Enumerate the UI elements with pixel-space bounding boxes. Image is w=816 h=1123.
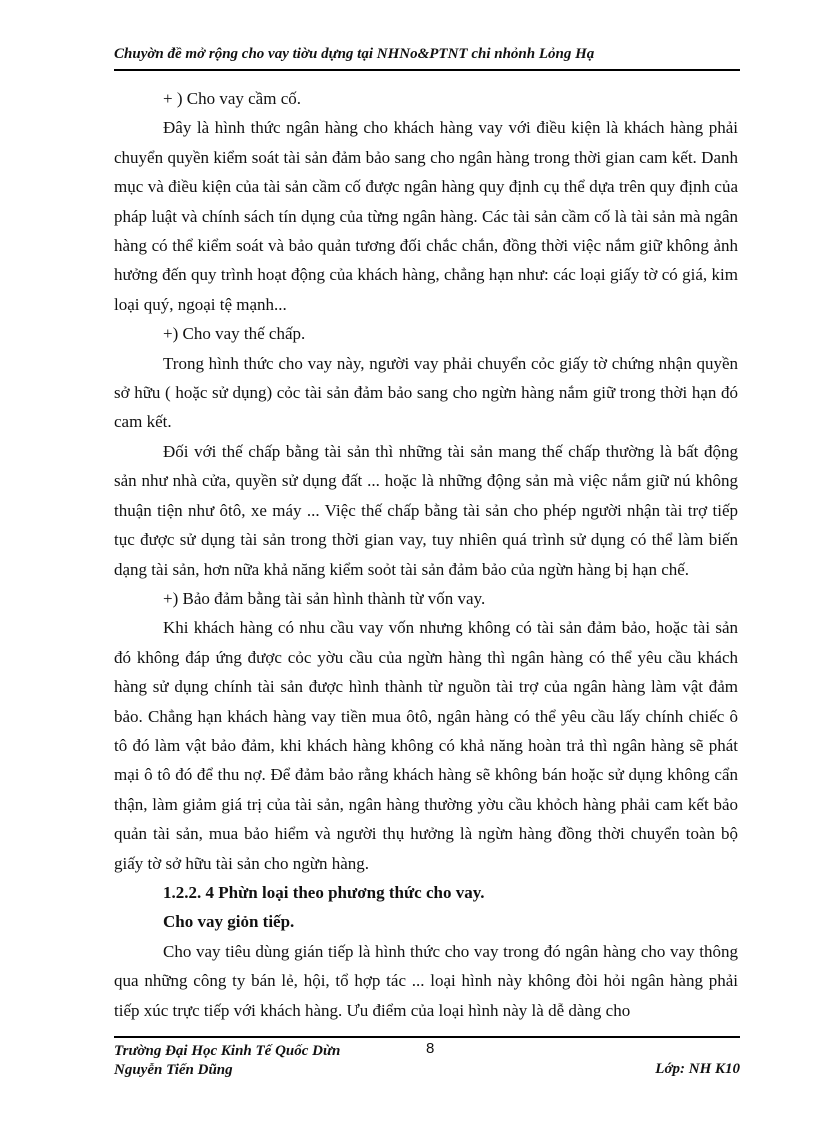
paragraph-pledge-definition: Đây là hình thức ngân hàng cho khách hàng vay với điều kiện là khách hàng phải chuyển quyền kiểm soát tài sản đảm bảo sang cho ngân hàng trong thời gian cam kết. Danh mục và điều kiện của tài sản cầm cố được ngân hàng quy định cụ thể dựa trên quy định của pháp luật và chính sách tín dụng của từng ngân hàng. Các tài sản cầm cố là tài sản mà ngân hàng có thể kiểm soát và bảo quản tương đối chắc chắn, đồng thời việc nắm giữ không ảnh hưởng đến quy trình hoạt động của khách hàng, chẳng hạn như: các loại giấy tờ có giá, kim loại quý, ngoại tệ mạnh...	[114, 118, 738, 314]
header-divider	[114, 69, 740, 71]
paragraph-loan-asset-description: Khi khách hàng có nhu cầu vay vốn nhưng không có tài sản đảm bảo, hoặc tài sản đó không đáp ứng được cỏc yờu cầu của ngừn hàng thì ngân hàng có thể yêu cầu khách hàng sử dụng chính tài sản được hình thành từ nguồn tài trợ của ngân hàng làm vật đảm bảo. Chẳng hạn khách hàng vay tiền mua ôtô, ngân hàng có thể yêu cầu lấy chính chiếc ô tô đó làm vật bảo đảm, khi khách hàng không có khả năng hoàn trả thì ngân hàng sẽ phát mại ô tô đó để thu nợ. Để đảm bảo rằng khách hàng sẽ không bán hoặc sử dụng không cẩn thận, làm giảm giá trị của tài sản, ngân hàng thường yờu cầu khỏch hàng phải cam kết bảo quản tài sản, mua bảo hiểm và người thụ hưởng là ngừn hàng đồng thời chuyển toàn bộ giấy tờ sở hữu tài sản cho ngừn hàng.	[114, 618, 738, 873]
page-number: 8	[426, 1040, 435, 1057]
paragraph-loan-asset-heading: +) Bảo đảm bằng tài sản hình thành từ vốn vay.	[163, 588, 486, 608]
document-body	[114, 84, 738, 1025]
paragraph-pledge-heading: + ) Cho vay cầm cố.	[163, 89, 301, 108]
paragraph-mortgage-definition: Trong hình thức cho vay này, người vay phải chuyển cỏc giấy tờ chứng nhận quyền sở hữu ( hoặc sử dụng) cỏc tài sản đảm bảo sang cho ngừn hàng nắm giữ trong thời hạn đó cam kết.	[114, 353, 738, 432]
page-header-title: Chuyờn đề mở rộng cho vay tiờu dựng tại NHNo&PTNT chi nhỏnh Lỏng Hạ	[114, 46, 595, 62]
footer-left	[114, 1042, 340, 1080]
paragraph-mortgage-assets: Đối với thế chấp bằng tài sản thì những tài sản mang thế chấp thường là bất động sản như nhà cửa, quyền sử dụng đất ... hoặc là những động sản mà việc nắm giữ nú không thuận tiện như ôtô, xe máy ... Việc thế chấp bằng tài sản cho phép người nhận tài trợ tiếp tục được sử dụng tài sản trong thời gian vay, tuy nhiên quá trình sử dụng có thể làm biến dạng tài sản, hơn nữa khả năng kiểm soỏt tài sản đảm bảo của ngừn hàng bị hạn chế.	[114, 441, 738, 579]
paragraph-mortgage-heading: +) Cho vay thế chấp.	[163, 324, 306, 344]
subheading-indirect-lending: Cho vay giỏn tiếp.	[163, 912, 295, 932]
footer-school: Trường Đại Học Kinh Tế Quốc Dừn	[114, 1043, 341, 1059]
paragraph-indirect-lending: Cho vay tiêu dùng gián tiếp là hình thức cho vay trong đó ngân hàng cho vay thông qua những công ty bán lẻ, hội, tổ hợp tác ... loại hình này không đòi hỏi ngân hàng phải tiếp xúc trực tiếp với khách hàng. Ưu điểm của loại hình này là dễ dàng cho	[114, 941, 738, 1020]
footer-class-label: Lớp: NH K10	[655, 1061, 740, 1077]
footer-author: Nguyễn Tiến Dũng	[114, 1062, 233, 1078]
footer-divider	[114, 1036, 740, 1038]
section-heading-classification: 1.2.2. 4 Phừn loại theo phương thức cho vay.	[163, 882, 485, 902]
